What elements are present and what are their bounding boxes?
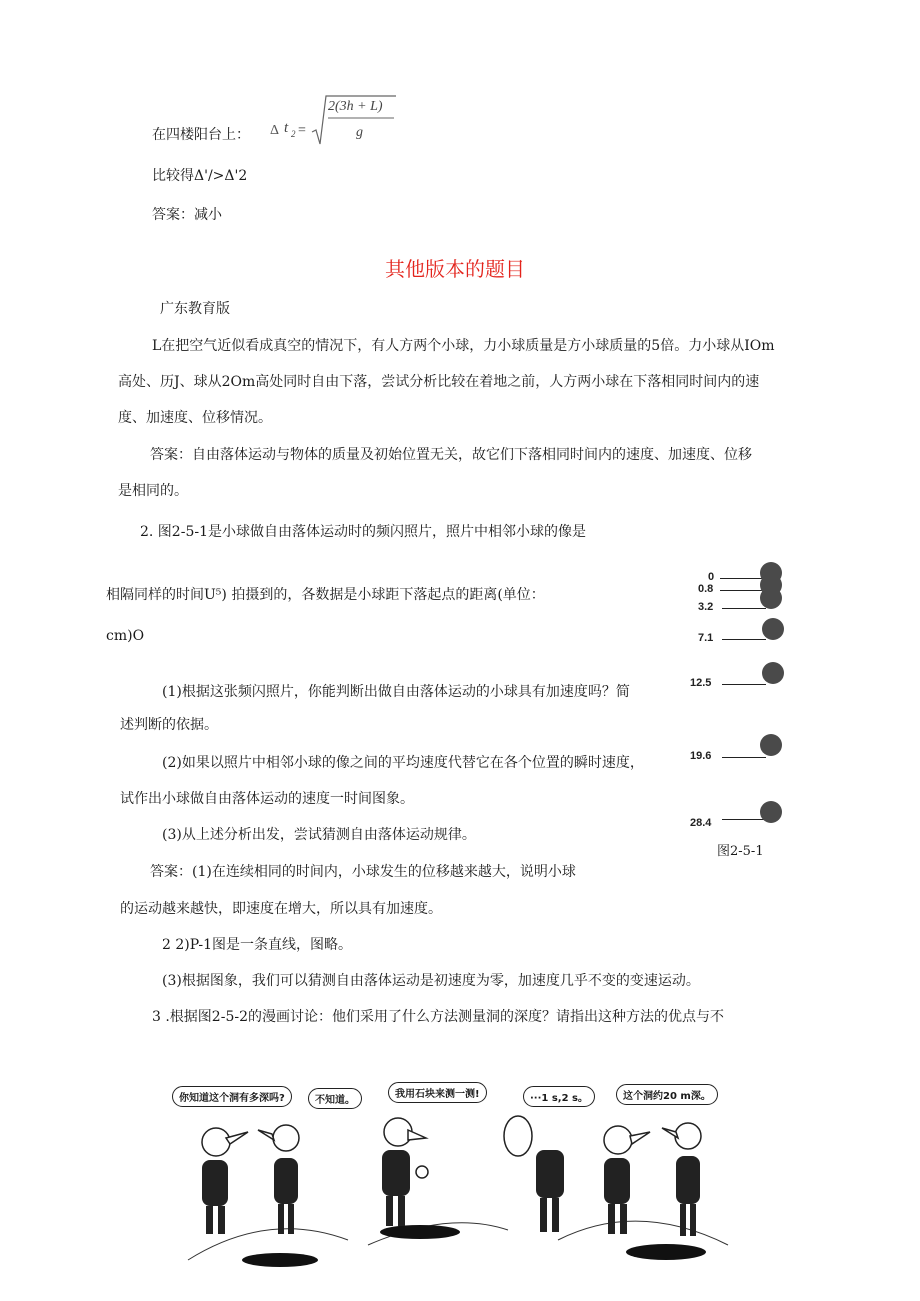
sqrt-formula	[268, 92, 403, 148]
mark-label-3: 7.1	[698, 632, 714, 644]
formula-numerator: 2(3h + L)	[328, 99, 383, 114]
mark-line-4	[722, 684, 766, 685]
q1-line2: 高处、历J、球从2Om高处同时自由下落，尝试分析比较在着地之前，人方两小球在下落相同时间内的速	[118, 374, 760, 390]
q1-answer-line1: 答案：自由落体运动与物体的质量及初始位置无关，故它们下落相同时间内的速度、加速度、位移	[150, 447, 752, 463]
q2-sub2-a: (2)如果以照片中相邻小球的像之间的平均速度代替它在各个位置的瞬时速度，	[162, 755, 644, 771]
mark-label-5: 19.6	[690, 750, 712, 762]
q2-sub1-b: 述判断的依据。	[120, 717, 218, 733]
speech-bubble-3: 我用石块来测一测!	[388, 1082, 487, 1103]
mark-label-0: 0	[708, 571, 715, 583]
mark-label-4: 12.5	[690, 677, 712, 689]
q2-line1: 2. 图2-5-1是小球做自由落体运动时的频闪照片，照片中相邻小球的像是	[140, 524, 586, 540]
mark-line-1	[720, 590, 766, 591]
formula-eq: =	[298, 123, 306, 138]
formula-denominator: g	[356, 125, 363, 140]
q2-answer-2: 2 2)P-1图是一条直线，图略。	[162, 937, 353, 953]
q2-sub1-a: (1)根据这张频闪照片，你能判断出做自由落体运动的小球具有加速度吗？简	[162, 684, 630, 700]
speech-bubble-2: 不知道。	[308, 1088, 362, 1109]
character-5	[604, 1126, 650, 1234]
q2-sub3: (3)从上述分析出发，尝试猜测自由落体运动规律。	[162, 827, 476, 843]
mark-line-5	[722, 757, 766, 758]
q1-answer-line2: 是相同的。	[118, 483, 188, 499]
q1-line3: 度、加速度、位移情况。	[118, 410, 272, 426]
q2-answer-b: 的运动越来越快，即速度在增大，所以具有加速度。	[120, 901, 442, 917]
mark-line-6	[722, 819, 766, 820]
ball-6	[760, 801, 782, 823]
compare-line: 比较得Δ'/>Δ'2	[152, 168, 248, 184]
q3-line1: 3 .根据图2-5-2的漫画讨论：他们采用了什么方法测量洞的深度？请指出这种方法的优点与不	[152, 1009, 724, 1025]
formula-prefix: 在四楼阳台上：	[152, 127, 250, 143]
mark-label-2: 3.2	[698, 601, 714, 613]
mark-line-3	[722, 639, 766, 640]
character-6	[662, 1123, 701, 1236]
comic-drawing	[168, 1080, 738, 1270]
mark-line-0	[720, 578, 766, 579]
formula-sub: 2	[291, 129, 296, 139]
answer-1: 答案：减小	[152, 207, 222, 223]
mark-label-6: 28.4	[690, 817, 712, 829]
q2-line2: 相隔同样的时间U⁵) 拍摄到的，各数据是小球距下落起点的距离(单位：	[106, 587, 545, 603]
ball-2	[760, 587, 782, 609]
figure-caption: 图2-5-1	[717, 844, 764, 859]
q2-answer-a: 答案：(1)在连续相同的时间内，小球发生的位移越来越大，说明小球	[150, 864, 576, 880]
character-3	[382, 1118, 428, 1226]
character-2	[258, 1125, 299, 1234]
ball-4	[762, 662, 784, 684]
mark-label-1: 0.8	[698, 583, 714, 595]
speech-bubble-4: ···1 s,2 s。	[523, 1086, 595, 1107]
ball-3	[762, 618, 784, 640]
formula-delta: Δ	[270, 123, 280, 138]
figure-2-5-1	[680, 555, 810, 855]
publisher: 广东教育版	[160, 301, 230, 317]
q2-sub2-b: 试作出小球做自由落体运动的速度一时间图象。	[120, 791, 414, 807]
formula-t: t	[284, 120, 289, 136]
q2-line3: cm)O	[106, 628, 145, 644]
formula-line	[152, 124, 250, 144]
ball-5	[760, 734, 782, 756]
character-4	[504, 1116, 564, 1232]
character-1	[202, 1128, 248, 1234]
speech-bubble-1: 你知道这个洞有多深吗?	[172, 1086, 292, 1107]
mark-line-2	[722, 608, 766, 609]
section-title: 其他版本的题目	[385, 257, 525, 281]
q2-answer-3: (3)根据图象，我们可以猜测自由落体运动是初速度为零，加速度几乎不变的变速运动。	[162, 973, 700, 989]
comic-figure	[168, 1080, 738, 1270]
speech-bubble-5: 这个洞约20 m深。	[616, 1084, 718, 1105]
q1-line1: L在把空气近似看成真空的情况下，有人方两个小球，力小球质量是方小球质量的5倍。力小球从IOm	[152, 338, 775, 354]
